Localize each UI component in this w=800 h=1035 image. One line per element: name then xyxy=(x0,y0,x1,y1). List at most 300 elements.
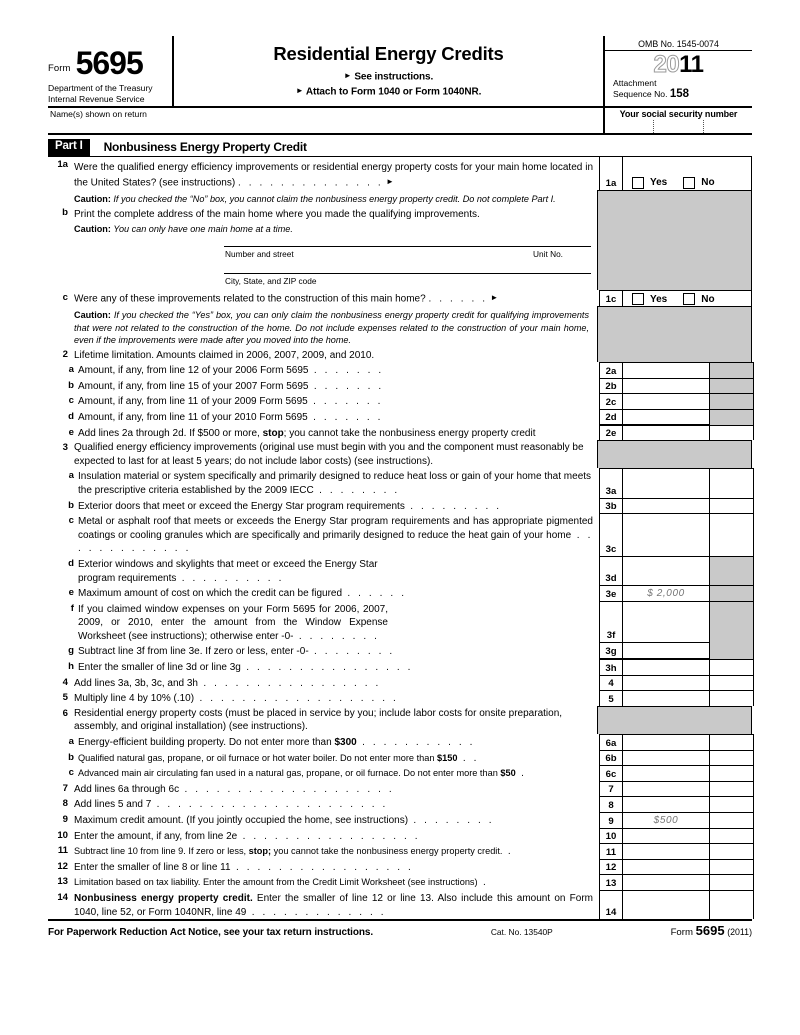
line-3e-box-number: 3e xyxy=(599,585,623,601)
line-3e-value: $ 2,000 xyxy=(647,587,685,599)
line-3a-amount-input[interactable] xyxy=(623,468,710,497)
form-title: Residential Energy Credits xyxy=(273,43,504,64)
line-1a-caution-row xyxy=(48,190,752,205)
line-6a-label: Energy-efficient building property. Do not enter more than xyxy=(78,737,335,749)
line-6b-box-number: 6b xyxy=(599,750,623,766)
line-1b-caution xyxy=(74,222,591,235)
triangle-right-icon: ► xyxy=(385,176,394,186)
triangle-right-icon: ► xyxy=(343,71,352,80)
line-2e-cents-input[interactable] xyxy=(710,425,754,441)
checkbox-no[interactable] xyxy=(683,293,695,305)
line-2c-text xyxy=(78,393,599,409)
line-1a-label: Were the qualified energy efficiency improvements or residential energy property costs for your main home located in the United States? (see instructions) xyxy=(74,162,593,189)
footer-form-id xyxy=(671,923,752,938)
footer-form-number: 5695 xyxy=(695,923,725,939)
tax-year-block xyxy=(605,51,752,77)
catalog-number: Cat. No. 13540P xyxy=(490,927,553,938)
line-6b-limit: $150 xyxy=(437,752,458,763)
line-12-number: 12 xyxy=(57,860,68,872)
line-10-cents-input[interactable] xyxy=(710,828,754,844)
caution-label: Caution: xyxy=(74,193,111,204)
attach-to-line xyxy=(174,86,603,98)
line-9-answer xyxy=(599,812,752,828)
line-8-number: 8 xyxy=(62,798,68,810)
ssn-group-3[interactable] xyxy=(703,120,752,133)
sequence-label: Sequence No. xyxy=(613,88,668,99)
line-3c-label: Metal or asphalt roof that meets or exceeds the Energy Star program requirements and has appropriate pigmented coatings or cooling granules which are specifically and primarily designed to reduce the heat gain of your home xyxy=(78,516,593,541)
line-2a-label: Amount, if any, from line 12 of your 2006 Form 5695 xyxy=(78,365,309,377)
line-5-number: 5 xyxy=(62,692,68,704)
line-6a-limit: $300 xyxy=(334,737,357,749)
shaded-cell xyxy=(597,306,752,346)
ssn-group-2[interactable] xyxy=(653,120,702,133)
line-9-preprinted-amount xyxy=(623,812,710,828)
line-8-cents-input[interactable] xyxy=(710,796,754,812)
line-14-cents-input[interactable] xyxy=(710,890,754,919)
line-2d-answer xyxy=(599,409,752,425)
line-5-label: Multiply line 4 by 10% (.10) xyxy=(74,693,195,705)
line-14 xyxy=(48,890,752,919)
part-one-tag: Part I xyxy=(48,139,90,156)
line-1c-yes-option[interactable] xyxy=(623,293,667,305)
line-14-answer xyxy=(599,890,752,919)
street-labels xyxy=(224,247,591,273)
line-11-amount-input[interactable] xyxy=(623,843,710,859)
line-1b-text xyxy=(74,205,597,290)
line-3f-amount-input[interactable] xyxy=(623,601,710,644)
line-13-text xyxy=(74,874,599,890)
line-14-text xyxy=(74,890,599,919)
line-3-number: 3 xyxy=(62,442,68,454)
line-12-amount-input[interactable] xyxy=(623,859,710,875)
line-6b-number: b xyxy=(68,751,74,763)
line-3g-text xyxy=(78,643,599,659)
line-6b-answer xyxy=(599,750,752,766)
line-7-box-number: 7 xyxy=(599,781,623,797)
line-10-text xyxy=(74,828,599,844)
form-word-label: Form xyxy=(48,63,71,74)
line-1a-no-option[interactable] xyxy=(667,177,714,189)
spacer xyxy=(48,190,74,205)
line-3b-text xyxy=(78,498,599,514)
line-1c-yesno xyxy=(623,290,752,306)
leader-dots: . . . . . . . . . . xyxy=(176,572,284,584)
line-8-box-number: 8 xyxy=(599,796,623,812)
no-label: No xyxy=(701,177,715,189)
name-ssn-band xyxy=(48,108,752,135)
footer-form-year: (2011) xyxy=(727,927,752,938)
leader-dots: . xyxy=(502,846,514,858)
shaded-cell xyxy=(597,347,752,363)
line-1c-caution-row xyxy=(48,306,752,346)
see-instructions-text: See instructions. xyxy=(354,71,434,83)
line-8-text xyxy=(74,796,599,812)
line-1c-number: c xyxy=(62,292,68,304)
line-13-answer xyxy=(599,874,752,890)
city-label: City, State, and ZIP code xyxy=(225,275,317,286)
line-2b-amount-input[interactable] xyxy=(623,378,710,394)
line-3d xyxy=(48,556,752,585)
line-1c-caution xyxy=(74,306,597,346)
attach-to-text: Attach to Form 1040 or Form 1040NR. xyxy=(305,86,482,97)
attachment-sequence-block xyxy=(605,77,752,101)
street-label: Number and street xyxy=(225,249,294,260)
shaded-cell xyxy=(597,706,752,734)
line-13 xyxy=(48,874,752,890)
line-3d-amount-input[interactable] xyxy=(623,556,710,585)
line-1a-answer xyxy=(599,157,752,190)
line-14-box-number: 14 xyxy=(599,890,623,919)
line-3f-answer xyxy=(599,601,752,644)
line-3g-amount-input[interactable] xyxy=(623,643,710,659)
leader-dots: . . . . . . . . . xyxy=(404,500,502,512)
line-1a xyxy=(48,157,752,190)
line-2e xyxy=(48,425,752,441)
line-4-box-number: 4 xyxy=(599,675,623,691)
line-6c-number: c xyxy=(68,767,74,779)
line-12-text xyxy=(74,859,599,875)
line-3f-number: f xyxy=(70,602,74,614)
shaded-cell xyxy=(710,393,754,409)
line-3c-cents-input[interactable] xyxy=(710,513,754,556)
line-6b-cents-input[interactable] xyxy=(710,750,754,766)
line-5-answer xyxy=(599,690,752,706)
tax-year xyxy=(605,53,752,77)
ssn-field[interactable] xyxy=(605,108,752,133)
line-13-amount-input[interactable] xyxy=(623,874,710,890)
leader-dots: . . . . . . . . . . . . . . . . . xyxy=(197,677,381,689)
line-2d-number: d xyxy=(68,410,74,422)
line-5-cents-input[interactable] xyxy=(710,690,754,706)
line-1c-answer xyxy=(599,290,752,306)
line-6c-text xyxy=(78,765,599,781)
line-3h-cents-input[interactable] xyxy=(710,659,754,675)
line-6a-answer xyxy=(599,734,752,750)
line-9-text xyxy=(74,812,599,828)
caution-label: Caution: xyxy=(74,223,111,234)
line-12-box-number: 12 xyxy=(599,859,623,875)
part-one-header xyxy=(48,139,752,157)
line-6c-answer xyxy=(599,765,752,781)
checkbox-yes[interactable] xyxy=(632,177,644,189)
line-3h-text xyxy=(78,659,599,675)
line-9-label: Maximum credit amount. (If you jointly occupied the home, see instructions) xyxy=(74,815,409,826)
line-14-label-bold: Nonbusiness energy property credit. xyxy=(74,892,253,904)
line-6-label: Residential energy property costs (must be placed in service by you; include labor costs for onsite preparation, assembly, and original installation) (see instructions). xyxy=(74,707,563,733)
line-1c-label: Were any of these improvements related to the construction of this main home? xyxy=(74,293,426,305)
form-body xyxy=(48,157,752,919)
line-2b-text xyxy=(78,378,599,394)
department-line-1: Department of the Treasury xyxy=(48,83,153,93)
form-sheet xyxy=(48,36,752,938)
shaded-cell xyxy=(597,190,752,205)
line-7-cents-input[interactable] xyxy=(710,781,754,797)
line-10-number: 10 xyxy=(57,829,68,841)
line-2e-amount-input[interactable] xyxy=(623,425,710,441)
line-6c-box-number: 6c xyxy=(599,765,623,781)
line-3f xyxy=(48,601,752,644)
line-2c xyxy=(48,393,752,409)
line-2e-number: e xyxy=(68,426,74,438)
line-7-number: 7 xyxy=(62,782,68,794)
line-3h-amount-input[interactable] xyxy=(623,659,710,675)
line-6a-amount-input[interactable] xyxy=(623,734,710,750)
line-6c-cents-input[interactable] xyxy=(710,765,754,781)
leader-dots: . . . . . . . . . . . . . . . . . xyxy=(230,861,414,873)
yes-label: Yes xyxy=(650,293,668,305)
line-9-value: $500 xyxy=(653,814,679,826)
line-2c-amount-input[interactable] xyxy=(623,393,710,409)
attachment-label: Attachment xyxy=(613,78,657,88)
line-2a-box-number: 2a xyxy=(599,362,623,378)
shaded-cell xyxy=(710,409,754,425)
line-3a-cents-input[interactable] xyxy=(710,468,754,497)
line-3b-box-number: 3b xyxy=(599,498,623,514)
line-1c-box-number: 1c xyxy=(599,290,623,306)
line-3a-box-number: 3a xyxy=(599,468,623,497)
sequence-number: 158 xyxy=(669,87,690,100)
line-7 xyxy=(48,781,752,797)
leader-dots: . . . . . . . . xyxy=(293,630,380,642)
shaded-cell xyxy=(710,601,754,644)
name-field-label: Name(s) shown on return xyxy=(50,109,147,119)
form-masthead xyxy=(48,36,752,108)
line-11 xyxy=(48,843,752,859)
line-10-amount-input[interactable] xyxy=(623,828,710,844)
line-11-text xyxy=(74,843,599,859)
form-footer xyxy=(48,919,752,938)
line-3d-text xyxy=(78,556,392,585)
line-11-number: 11 xyxy=(57,845,68,857)
see-instructions-line xyxy=(174,71,603,83)
line-5 xyxy=(48,690,752,706)
line-12-cents-input[interactable] xyxy=(710,859,754,875)
line-11-box-number: 11 xyxy=(599,843,623,859)
line-8 xyxy=(48,796,752,812)
stop-emphasis: stop; xyxy=(248,846,272,857)
line-6a-cents-input[interactable] xyxy=(710,734,754,750)
footer-form-word: Form xyxy=(670,927,693,939)
leader-dots: . . . . . . . xyxy=(307,411,384,423)
line-4-amount-input[interactable] xyxy=(623,675,710,691)
triangle-right-icon: ► xyxy=(490,293,499,303)
leader-dots: . . . . . . xyxy=(428,293,488,305)
line-6a-number: a xyxy=(68,736,74,748)
line-11-cents-input[interactable] xyxy=(710,843,754,859)
line-3f-text xyxy=(78,601,392,644)
form-number: 5695 xyxy=(75,44,143,81)
no-label: No xyxy=(701,293,715,305)
line-2-number: 2 xyxy=(62,348,68,360)
line-6b-label: Qualified natural gas, propane, or oil furnace or hot water boiler. Do not enter more than xyxy=(78,752,438,763)
department-line-2: Internal Revenue Service xyxy=(48,93,145,104)
line-1b-label: Print the complete address of the main home where you made the qualifying improvements. xyxy=(74,209,480,221)
line-6c-limit: $50 xyxy=(500,768,516,779)
ssn-cells[interactable] xyxy=(605,120,752,133)
line-3b-answer xyxy=(599,498,752,514)
line-2b-label: Amount, if any, from line 15 of your 2007 Form 5695 xyxy=(78,380,309,392)
line-3b-number: b xyxy=(68,499,74,511)
line-3g xyxy=(48,643,752,659)
line-6b xyxy=(48,750,752,766)
line-3f-label: If you claimed window expenses on your Form 5695 for 2006, 2007, 2009, or 2010, enter the amount from the Window Expense Worksheet (see instructions); otherwise enter -0- xyxy=(78,603,388,642)
line-13-box-number: 13 xyxy=(599,874,623,890)
masthead-center xyxy=(174,36,605,106)
line-1c-no-option[interactable] xyxy=(667,293,714,305)
line-3b-cents-input[interactable] xyxy=(710,498,754,514)
line-13-cents-input[interactable] xyxy=(710,874,754,890)
line-3h-label: Enter the smaller of line 3d or line 3g xyxy=(78,662,241,674)
leader-dots: . . . . . . xyxy=(342,588,407,600)
leader-dots: . . . . . . . . . . . . . . . . . . . xyxy=(194,693,399,705)
line-2e-label-b: ; you cannot take the nonbusiness energy property credit xyxy=(283,427,536,439)
line-1a-caution xyxy=(74,190,597,205)
line-2a-number: a xyxy=(68,364,74,376)
caution-text: If you checked the “Yes” box, you can only claim the nonbusiness energy property credit for qualifying improvements that were not related to the construction of the home. Do not include expenses related to the construction of your main home, even if the improvements were made after you moved into the home. xyxy=(74,310,589,346)
leader-dots: . . . . . . . . . . . . . . . . . . . . . . xyxy=(151,799,388,811)
name-field[interactable] xyxy=(48,108,605,133)
line-1a-box-number: 1a xyxy=(599,157,623,190)
spacer xyxy=(48,306,74,346)
line-4-label: Add lines 3a, 3b, 3c, and 3h xyxy=(74,677,198,689)
leader-dots: . . xyxy=(457,752,479,764)
line-3a-text xyxy=(78,468,599,497)
caution-label: Caution: xyxy=(74,310,111,321)
line-2b xyxy=(48,378,752,394)
line-3c-answer xyxy=(599,513,752,556)
shaded-cell xyxy=(710,556,754,585)
ssn-group-1[interactable] xyxy=(605,120,653,133)
leader-dots: . . . . . . . . . . . . . xyxy=(78,529,593,555)
line-3c-number: c xyxy=(68,515,74,527)
leader-dots: . . . . . . . . xyxy=(408,815,495,826)
checkbox-yes[interactable] xyxy=(632,293,644,305)
unit-label: Unit No. xyxy=(533,249,563,260)
line-3g-number: g xyxy=(68,645,74,657)
line-2a-answer xyxy=(599,362,752,378)
line-2c-label: Amount, if any, from line 11 of your 2009 Form 5695 xyxy=(78,396,308,408)
shaded-cell xyxy=(710,362,754,378)
line-6b-text xyxy=(78,750,599,766)
line-2a-amount-input[interactable] xyxy=(623,362,710,378)
omb-number: OMB No. 1545-0074 xyxy=(605,36,752,51)
line-2b-box-number: 2b xyxy=(599,378,623,394)
line-2c-answer xyxy=(599,393,752,409)
leader-dots: . . . . . . . . . . . . . xyxy=(246,906,387,918)
line-1a-yesno xyxy=(623,157,752,190)
tax-year-century: 20 xyxy=(653,51,680,78)
line-2e-label-a: Add lines 2a through 2d. If $500 or more, xyxy=(78,427,263,439)
line-3d-number: d xyxy=(68,557,74,569)
line-1a-number: 1a xyxy=(57,159,68,170)
line-3-label: Qualified energy efficiency improvements (original use must begin with you and the component must reasonably be expected to last for at least 5 years; do not include labor costs) (see instructions). xyxy=(74,442,584,467)
line-7-amount-input[interactable] xyxy=(623,781,710,797)
masthead-right xyxy=(605,36,752,106)
line-3c-amount-input[interactable] xyxy=(623,513,710,556)
line-3e xyxy=(48,585,752,601)
line-3g-label: Subtract line 3f from line 3e. If zero or less, enter -0- xyxy=(78,646,309,658)
line-2d-box-number: 2d xyxy=(599,409,623,425)
line-9 xyxy=(48,812,752,828)
part-one-title: Nonbusiness Energy Property Credit xyxy=(103,140,307,154)
shaded-cell xyxy=(597,205,752,290)
yes-label: Yes xyxy=(650,177,668,189)
line-3c-box-number: 3c xyxy=(599,513,623,556)
line-2 xyxy=(48,347,752,363)
caution-text: You can only have one main home at a time. xyxy=(113,223,293,234)
line-7-answer xyxy=(599,781,752,797)
line-10-box-number: 10 xyxy=(599,828,623,844)
line-3b-amount-input[interactable] xyxy=(623,498,710,514)
line-13-number: 13 xyxy=(57,876,68,888)
shaded-cell xyxy=(710,585,754,601)
shaded-cell xyxy=(597,440,752,468)
city-labels xyxy=(224,274,591,291)
line-6b-amount-input[interactable] xyxy=(623,750,710,766)
line-2e-answer xyxy=(599,425,752,441)
line-2c-number: c xyxy=(68,395,74,407)
stop-emphasis: stop xyxy=(262,427,284,439)
checkbox-no[interactable] xyxy=(683,177,695,189)
department-block xyxy=(48,78,168,104)
line-6a-box-number: 6a xyxy=(599,734,623,750)
line-6a xyxy=(48,734,752,750)
line-13-label: Limitation based on tax liability. Enter the amount from the Credit Limit Worksheet (see instructions) xyxy=(74,877,478,888)
line-1b-number: b xyxy=(62,207,68,219)
shaded-cell xyxy=(710,378,754,394)
line-3e-text xyxy=(78,585,599,601)
line-10 xyxy=(48,828,752,844)
line-5-box-number: 5 xyxy=(599,690,623,706)
line-3f-box-number: 3f xyxy=(599,601,623,644)
line-14-label: Enter the smaller of line 12 or line 13. Also include this amount on Form 1040, line 52, or Form 1040NR, line 49 xyxy=(74,892,593,918)
line-3e-answer xyxy=(599,585,752,601)
line-8-label: Add lines 5 and 7 xyxy=(74,799,152,811)
line-2e-box-number: 2e xyxy=(599,425,623,441)
line-6c-label: Advanced main air circulating fan used in a natural gas, propane, or oil furnace. Do not enter more than xyxy=(78,768,501,779)
line-7-label: Add lines 6a through 6c xyxy=(74,783,180,795)
line-14-amount-input[interactable] xyxy=(623,890,710,919)
line-4-text xyxy=(74,675,599,691)
line-9-cents-input[interactable] xyxy=(710,812,754,828)
leader-dots: . . . . . . . . xyxy=(313,484,400,496)
line-4-cents-input[interactable] xyxy=(710,675,754,691)
line-6 xyxy=(48,706,752,734)
line-8-amount-input[interactable] xyxy=(623,796,710,812)
line-2a xyxy=(48,362,752,378)
line-9-number: 9 xyxy=(62,814,68,825)
line-2d-label: Amount, if any, from line 11 of your 2010 Form 5695 xyxy=(78,411,308,423)
line-1a-yes-option[interactable] xyxy=(623,177,667,189)
line-3d-label: Exterior windows and skylights that meet or exceed the Energy Star program requirements xyxy=(78,558,378,584)
leader-dots: . . . . . . . xyxy=(308,365,384,377)
line-5-amount-input[interactable] xyxy=(623,690,710,706)
line-2d-amount-input[interactable] xyxy=(623,409,710,425)
line-3g-box-number: 3g xyxy=(599,643,623,659)
line-5-text xyxy=(74,690,599,706)
shaded-cell xyxy=(710,643,754,659)
line-6c-amount-input[interactable] xyxy=(623,765,710,781)
line-1b xyxy=(48,205,752,290)
tax-year-digits: 11 xyxy=(679,51,704,78)
line-2b-number: b xyxy=(68,379,74,391)
leader-dots: . . . . . . . . . . . . . . xyxy=(237,177,384,189)
leader-dots: . . . . . . . . . . . . . . . . xyxy=(240,662,413,674)
line-3d-box-number: 3d xyxy=(599,556,623,585)
line-3b-label: Exterior doors that meet or exceed the Energy Star program requirements xyxy=(78,500,405,512)
line-11-label-b: you cannot take the nonbusiness energy property credit. xyxy=(271,846,503,857)
line-3b xyxy=(48,498,752,514)
